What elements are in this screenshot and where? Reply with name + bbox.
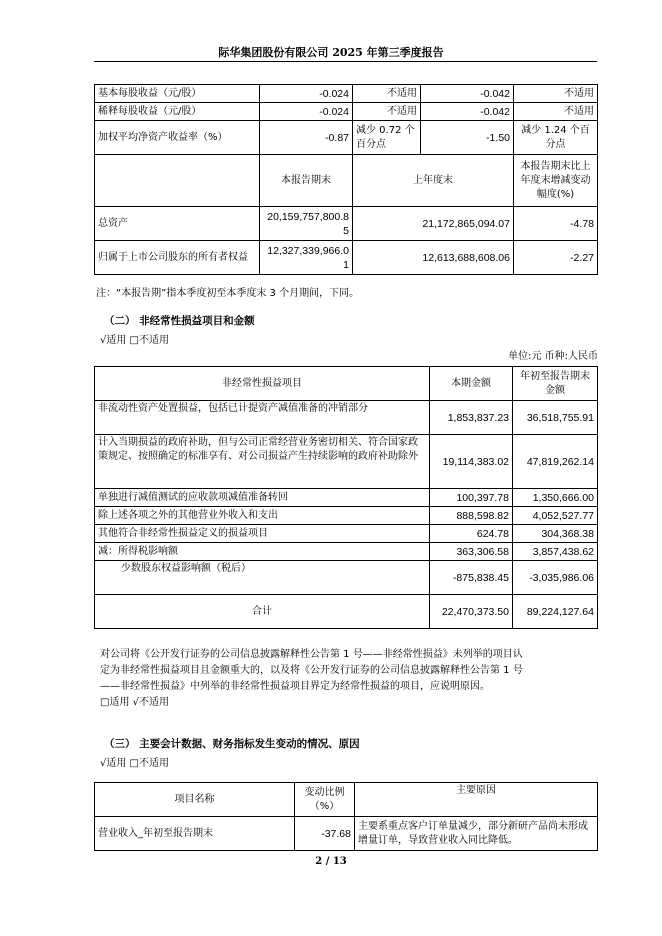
page-number: 2 / 13: [315, 856, 347, 867]
row-label: 稀释每股收益（元/股）: [95, 103, 260, 121]
cell-value: -0.024: [260, 103, 353, 121]
changes-table: [94, 782, 598, 851]
table-header-row: [95, 155, 598, 207]
table-row: [95, 507, 598, 525]
header-divider: [94, 61, 597, 62]
unit-label: 单位:元 币种:人民币: [508, 351, 598, 362]
ytd-cell: -3,035,986.06: [513, 561, 598, 595]
cell-value: -0.042: [421, 85, 514, 103]
table-header-row: [95, 367, 598, 401]
row-label: 加权平均净资产收益率（%）: [95, 121, 260, 155]
paragraph-line: 定为非经常性损益项目且金额重大的，以及将《公开发行证券的公司信息披露解释性公告第 1 号: [100, 665, 523, 676]
ytd-cell: 304,368.38: [513, 525, 598, 543]
key-indicators-table: [94, 84, 598, 275]
column-header: 非经常性损益项目: [95, 367, 430, 401]
current-cell: 624.78: [430, 525, 513, 543]
ytd-cell: 4,052,527.77: [513, 507, 598, 525]
item-cell: 少数股东权益影响额（税后）: [95, 561, 430, 595]
cell-value: 减少 0.72 个百分点: [353, 121, 421, 155]
cell-value: 12,613,688,608.06: [353, 241, 514, 275]
current-cell: 22,470,373.50: [430, 595, 513, 629]
report-header-title: 际华集团股份有限公司 2025 年第三季度报告: [218, 46, 444, 59]
column-header: 本报告期末比上年度末增减变动幅度(%): [514, 155, 598, 207]
cell-value: 不适用: [514, 103, 598, 121]
table-row: [95, 85, 598, 103]
current-cell: 1,853,837.23: [430, 401, 513, 435]
cell-value: 不适用: [353, 85, 421, 103]
row-label: 总资产: [95, 207, 260, 241]
section-2-applicable: √适用 □不适用: [100, 335, 169, 346]
current-cell: 100,397.78: [430, 489, 513, 507]
item-cell: 减：所得税影响额: [95, 543, 430, 561]
table-row: [95, 435, 598, 489]
table-header-row: [95, 783, 598, 817]
table-row: [95, 401, 598, 435]
ytd-cell: 36,518,755.91: [513, 401, 598, 435]
ytd-cell: 47,819,262.14: [513, 435, 598, 489]
cell-value: 12,327,339,966.01: [260, 241, 353, 275]
ytd-cell: 89,224,127.64: [513, 595, 598, 629]
table-row: [95, 207, 598, 241]
current-cell: -875,838.45: [430, 561, 513, 595]
cell-value: -0.042: [421, 103, 514, 121]
ytd-cell: 1,350,666.00: [513, 489, 598, 507]
cell-value: -4.78: [514, 207, 598, 241]
cell-value: 减少 1.24 个百分点: [514, 121, 598, 155]
section-3-applicable: √适用 □不适用: [100, 758, 169, 769]
current-cell: 888,598.82: [430, 507, 513, 525]
ytd-cell: 3,857,438.62: [513, 543, 598, 561]
paragraph-line: ——非经常性损益》中列举的非经常性损益项目界定为经常性损益的项目，应说明原因。: [100, 681, 490, 692]
ratio-cell: -37.68: [295, 817, 355, 851]
section-2-title: （二） 非经常性损益项目和金额: [104, 315, 255, 327]
section-2-applicable-2: □适用 √不适用: [100, 697, 169, 708]
non-recurring-items-table: [94, 366, 598, 629]
cell-value: 21,172,865,094.07: [353, 207, 514, 241]
empty-cell: [95, 155, 260, 207]
table-row: [95, 817, 598, 851]
column-header: 本期金额: [430, 367, 513, 401]
item-cell: 其他符合非经常性损益定义的损益项目: [95, 525, 430, 543]
total-label: 合计: [95, 595, 430, 629]
column-header: 项目名称: [95, 783, 295, 817]
column-header: 上年度末: [353, 155, 514, 207]
table-note: 注：“本报告期”指本季度初至本季度末 3 个月期间，下同。: [96, 288, 360, 299]
table-row: [95, 103, 598, 121]
current-cell: 363,306.58: [430, 543, 513, 561]
cell-value: -0.87: [260, 121, 353, 155]
column-header: 本报告期末: [260, 155, 353, 207]
table-row: [95, 561, 598, 595]
item-cell: 非流动性资产处置损益，包括已计提资产减值准备的冲销部分: [95, 401, 430, 435]
cell-value: -1.50: [421, 121, 514, 155]
column-header: 年初至报告期末金额: [513, 367, 598, 401]
cell-value: 不适用: [353, 103, 421, 121]
current-cell: 19,114,383.02: [430, 435, 513, 489]
item-cell: 计入当期损益的政府补助，但与公司正常经营业务密切相关、符合国家政策规定、按照确定的标准享有、对公司损益产生持续影响的政府补助除外: [95, 435, 430, 489]
paragraph-line: 对公司将《公开发行证券的公司信息披露解释性公告第 1 号——非经常性损益》未列举的项目认: [100, 649, 523, 660]
cell-value: 20,159,757,800.85: [260, 207, 353, 241]
table-row: [95, 241, 598, 275]
table-row: [95, 543, 598, 561]
column-header: 变动比例（%）: [295, 783, 355, 817]
item-cell: 除上述各项之外的其他营业外收入和支出: [95, 507, 430, 525]
section-3-title: （三） 主要会计数据、财务指标发生变动的情况、原因: [104, 738, 360, 750]
column-header: 主要原因: [355, 783, 598, 817]
table-row: [95, 525, 598, 543]
reason-cell: 主要系重点客户订单量减少，部分新研产品尚未形成增量订单，导致营业收入同比降低。: [355, 817, 598, 851]
item-cell: 单独进行减值测试的应收款项减值准备转回: [95, 489, 430, 507]
cell-value: -0.024: [260, 85, 353, 103]
row-label: 归属于上市公司股东的所有者权益: [95, 241, 260, 275]
cell-value: 不适用: [514, 85, 598, 103]
table-row: [95, 121, 598, 155]
item-cell: 营业收入_年初至报告期末: [95, 817, 295, 851]
row-label: 基本每股收益（元/股）: [95, 85, 260, 103]
cell-value: -2.27: [514, 241, 598, 275]
table-total-row: [95, 595, 598, 629]
table-row: [95, 489, 598, 507]
